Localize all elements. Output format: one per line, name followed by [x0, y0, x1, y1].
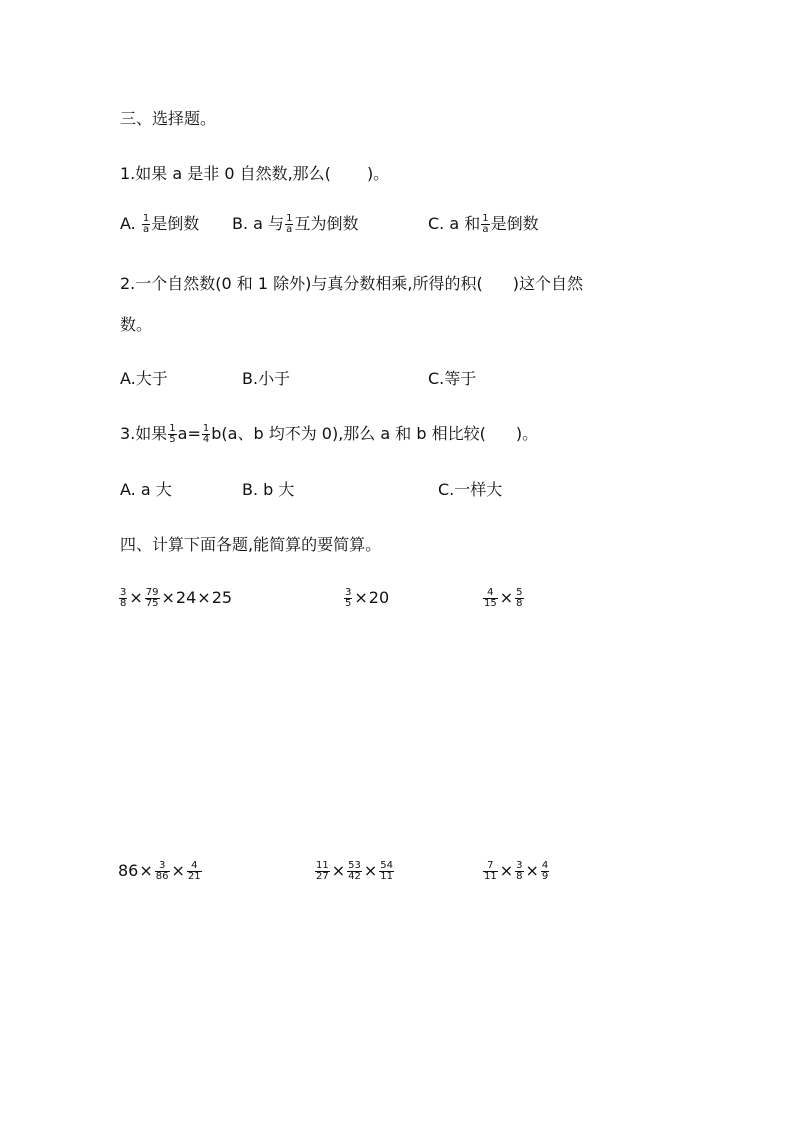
- q1-option-a-label: A.: [120, 214, 136, 233]
- fraction: [541, 861, 549, 882]
- q3-fraction-2: [202, 424, 210, 445]
- fraction-denominator: a: [142, 224, 150, 235]
- fraction-numerator: 1: [286, 213, 293, 224]
- q3-stem-middle-1: a=: [177, 424, 201, 443]
- times-sign: ×: [499, 861, 514, 880]
- fraction: [155, 861, 170, 882]
- times-sign: ×: [139, 861, 153, 880]
- times-sign: ×: [197, 588, 211, 607]
- calc-problem-2: [343, 588, 389, 609]
- q3-stem-middle-2: b(a、b 均不为 0),那么 a 和 b 相比较(: [211, 424, 486, 443]
- q1-option-c-fraction: [481, 214, 489, 235]
- fraction-numerator: 53: [348, 860, 361, 871]
- times-sign: ×: [363, 861, 378, 880]
- fraction-numerator: 7: [487, 860, 494, 871]
- fraction: [379, 861, 394, 882]
- fraction-numerator: 1: [482, 213, 489, 224]
- times-sign: ×: [525, 861, 539, 880]
- fraction: [145, 588, 160, 609]
- times-sign: ×: [129, 588, 143, 607]
- fraction-denominator: 8: [516, 871, 523, 882]
- question-1-stem: [120, 164, 389, 184]
- fraction-numerator: 1: [169, 423, 176, 434]
- number: 25: [211, 588, 233, 607]
- q3-option-c[interactable]: C.一样大: [438, 480, 503, 499]
- fraction-denominator: 21: [187, 871, 201, 882]
- fraction-numerator: 4: [541, 860, 549, 871]
- question-2-stem: [120, 274, 583, 294]
- q1-option-b[interactable]: [232, 214, 358, 235]
- q1-option-c[interactable]: [428, 214, 539, 235]
- number: 86: [118, 861, 139, 880]
- q1-option-a-fraction: [142, 214, 150, 235]
- q1-option-a[interactable]: [120, 214, 199, 235]
- times-sign: ×: [499, 588, 514, 607]
- q1-stem-part-b: )。: [366, 164, 390, 183]
- fraction: [347, 861, 362, 882]
- fraction-numerator: 11: [316, 860, 329, 871]
- q2-stem-part-a: 2.一个自然数(0 和 1 除外)与真分数相乘,所得的积(: [120, 274, 483, 293]
- q2-option-b[interactable]: B.小于: [242, 369, 291, 388]
- fraction-denominator: 8: [120, 598, 127, 609]
- section4-heading: 四、计算下面各题,能简算的要简算。: [120, 535, 382, 554]
- times-sign: ×: [171, 861, 185, 880]
- fraction-denominator: 9: [541, 871, 549, 882]
- fraction-denominator: a: [286, 224, 293, 235]
- fraction-denominator: 5: [169, 434, 176, 445]
- calc-problem-3: [482, 588, 525, 609]
- q2-option-c[interactable]: C.等于: [428, 369, 477, 388]
- fraction-denominator: 42: [348, 871, 361, 882]
- fraction-numerator: 3: [158, 860, 166, 871]
- fraction-denominator: 75: [145, 598, 159, 609]
- q3-option-b[interactable]: B. b 大: [242, 480, 295, 499]
- fraction-numerator: 1: [202, 423, 210, 434]
- fraction-numerator: 3: [345, 587, 352, 598]
- fraction-numerator: 4: [487, 587, 494, 598]
- fraction: [344, 588, 352, 609]
- fraction-denominator: 86: [155, 871, 169, 882]
- q3-option-a[interactable]: A. a 大: [120, 480, 172, 499]
- fraction-denominator: 15: [484, 598, 497, 609]
- fraction: [515, 861, 523, 882]
- q1-option-a-text: 是倒数: [151, 214, 200, 233]
- question-3-stem: [120, 424, 538, 445]
- q1-option-b-text: 互为倒数: [294, 214, 359, 233]
- times-sign: ×: [161, 588, 175, 607]
- fraction-denominator: a: [482, 224, 489, 235]
- q1-stem-part-a: 1.如果 a 是非 0 自然数,那么(: [120, 164, 331, 183]
- q2-stem-part-b: )这个自然: [512, 274, 583, 293]
- q2-option-a[interactable]: A.大于: [120, 369, 168, 388]
- fraction: [119, 588, 127, 609]
- fraction-denominator: 11: [380, 871, 394, 882]
- q3-stem-suffix: )。: [515, 424, 539, 443]
- fraction-denominator: 5: [345, 598, 352, 609]
- fraction-numerator: 4: [191, 860, 198, 871]
- calc-problem-6: [482, 861, 550, 882]
- calc-problem-5: [314, 861, 395, 882]
- q3-fraction-1: [168, 424, 176, 445]
- calc-problem-1: [118, 588, 232, 609]
- fraction-numerator: 5: [516, 587, 523, 598]
- fraction-numerator: 3: [516, 860, 523, 871]
- fraction-denominator: 8: [516, 598, 523, 609]
- q1-option-c-text: 是倒数: [490, 214, 539, 233]
- times-sign: ×: [354, 588, 368, 607]
- calc-problem-4: [118, 861, 203, 882]
- fraction: [483, 861, 498, 882]
- section3-heading: 三、选择题。: [120, 109, 217, 128]
- times-sign: ×: [331, 861, 346, 880]
- fraction-numerator: 3: [120, 587, 127, 598]
- number: 24: [175, 588, 197, 607]
- fraction: [515, 588, 523, 609]
- q1-option-c-prefix: a 和: [449, 214, 481, 233]
- q1-option-c-label: C.: [428, 214, 445, 233]
- fraction-denominator: 4: [202, 434, 210, 445]
- fraction-denominator: 27: [316, 871, 329, 882]
- fraction: [187, 861, 202, 882]
- q1-option-b-fraction: [285, 214, 293, 235]
- q1-option-b-label: B.: [232, 214, 249, 233]
- fraction-denominator: 11: [484, 871, 497, 882]
- number: 20: [368, 588, 390, 607]
- fraction: [483, 588, 498, 609]
- q2-stem-continued: 数。: [120, 315, 153, 334]
- fraction-numerator: 79: [145, 587, 159, 598]
- fraction-numerator: 1: [142, 213, 150, 224]
- fraction: [315, 861, 330, 882]
- fraction-numerator: 54: [380, 860, 394, 871]
- q3-stem-prefix: 3.如果: [120, 424, 168, 443]
- q1-option-b-prefix: a 与: [253, 214, 285, 233]
